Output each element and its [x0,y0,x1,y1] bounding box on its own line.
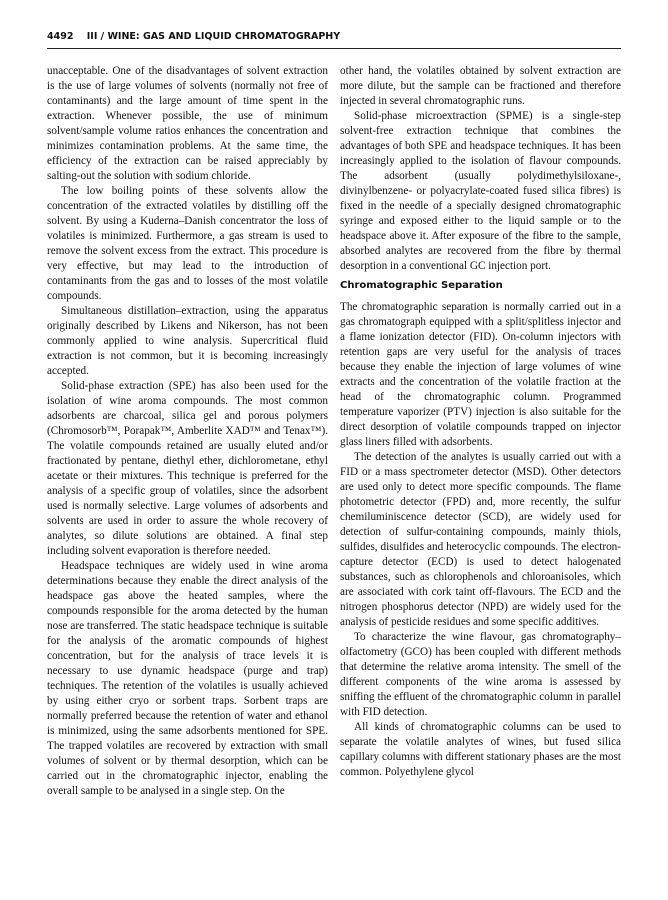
running-header [47,30,621,44]
right-paragraph-6: All kinds of chromatographic columns can be used to separate the volatile analytes of wines, but fused silica capillary columns with different stationary phases are the most common. Polyethylene glycol [340,721,621,778]
right-paragraph-2: Solid-phase microextraction (SPME) is a single-step solvent-free extraction technique that combines the advantages of both SPE and headspace techniques. It has been increasingly applied to the isolation of flavour compounds. The adsorbent (usually polydimethylsiloxane-, divinylbenzene- or polyacrylate-coated fused silica fibres) is fixed in the needle of a specially designed chromatographic syringe and exposed either to the liquid sample or to the headspace above it. After exposure of the fibre to the sample, absorbed analytes are recovered from the fibre by thermal desorption in a conventional GC injection port. [340,110,621,272]
left-paragraph-3: Simultaneous distillation–extraction, using the apparatus originally described by Likens and Nikerson, has not been commonly applied to wine analysis. Supercritical fluid extraction is not common, but it is becoming increasingly accepted. [47,305,328,377]
running-title: III / WINE: GAS AND LIQUID CHROMATOGRAPHY [86,31,341,42]
left-paragraph-4: Solid-phase extraction (SPE) has also been used for the isolation of wine aroma compounds. The most common adsorbents are charcoal, silica gel and porous polymers (Chromosorb™, Porapak™, Amberlite XAD™ and Tenax™). The volatile compounds retained are usually eluted and/or fractionated by pentane, diethyl ether, dichlorometane, ethyl acetate or their mixtures. This technique is preferred for the analysis of a specific group of volatiles, since the adsorbent used is normally selective. Large volumes of adsorbents and solvents are used in order to assure the whole recovery of analytes, so dilute solutions are obtained. A final step including solvent evaporation is therefore needed. [47,380,328,557]
right-paragraph-5: To characterize the wine flavour, gas chromatography–olfactometry (GCO) has been coupled with different methods that determine the relative aroma intensity. The smell of the different components of the wine aroma is assessed by sniffing the effluent of the chromatographic column in parallel with FID detection. [340,631,621,718]
left-paragraph-5: Headspace techniques are widely used in wine aroma determinations because they enable the direct analysis of the headspace gas above the heated samples, where the compounds responsible for the aroma detected by the human nose are transferred. The static headspace technique is suitable for the analysis of the aromatic compounds of highest concentration, but for the analysis of trace levels it is necessary to use dynamic headspace (purge and trap) techniques. The retention of the volatiles is usually achieved by using either cryo or sorbent traps. Sorbent traps are normally preferred because the retention of water and ethanol is minimized, using the same adsorbents mentioned for SPE. The trapped volatiles are recovered by extraction with small volumes of solvent or by thermal desorption, which can be carried out in the chromatographic injector, enabling the overall sample to be analysed in a single step. On the [47,560,328,797]
header-rule [47,48,621,49]
left-paragraph-1: unacceptable. One of the disadvantages of solvent extraction is the use of large volumes of solvents (normally not free of contaminants) and the large amount of time spent in the extraction. Whenever possible, the use of minimum solvent/sample volume ratios enhances the concentration and minimizes contamination problems. At the same time, the efficiency of the extraction can be raised appreciably by salting-out the solution with sodium chloride. [47,65,328,182]
section-heading: Chromatographic Separation [340,280,503,291]
right-paragraph-3: The chromatographic separation is normally carried out in a gas chromatograph equipped with a split/splitless injector and a flame ionization detector (FID). On-column injectors with retention gaps are very useful for the analysis of traces because they enable the injection of large volumes of wine extracts and the concentration of the volatile fraction at the head of the chromatographic column. Programmed temperature vaporizer (PTV) injection is also suitable for the direct desorption of volatile compounds trapped on injector glass liners filled with adsorbents. [340,301,621,448]
right-column [340,64,621,890]
page-number: 4492 [47,31,74,42]
right-paragraph-1: other hand, the volatiles obtained by solvent extraction are more dilute, but the sample can be fractioned and therefore injected in several chromatographic runs. [340,65,621,107]
right-paragraph-4: The detection of the analytes is usually carried out with a FID or a mass spectrometer detector (MSD). Other detectors are used only to detect more specific compounds. The flame photometric detector (FPD) and, more recently, the sulfur chemiluminiscence detector (SCD), are widely used for detection of sulfur-containing compounds, mainly thiols, sulfides, disulfides and heterocyclic compounds. The electron-capture detector (ECD) is used to detect halogenated substances, such as chlorophenols and chloroanisoles, which are associated with cork taint off-flavours. The ECD and the nitrogen phosphorus detector (NPD) are widely used for the analysis of pesticide residues and some specific additives. [340,451,621,628]
left-paragraph-2: The low boiling points of these solvents allow the concentration of the extracted volatiles by distilling off the solvent. By using a Kuderna–Danish concentrator the loss of volatiles is minimized. Furthermore, a gas stream is used to remove the solvent excess from the extract. This procedure is very effective, but may lead to the introduction of contaminants from the gas and to losses of the most volatile compounds. [47,185,328,302]
left-column [47,64,328,890]
